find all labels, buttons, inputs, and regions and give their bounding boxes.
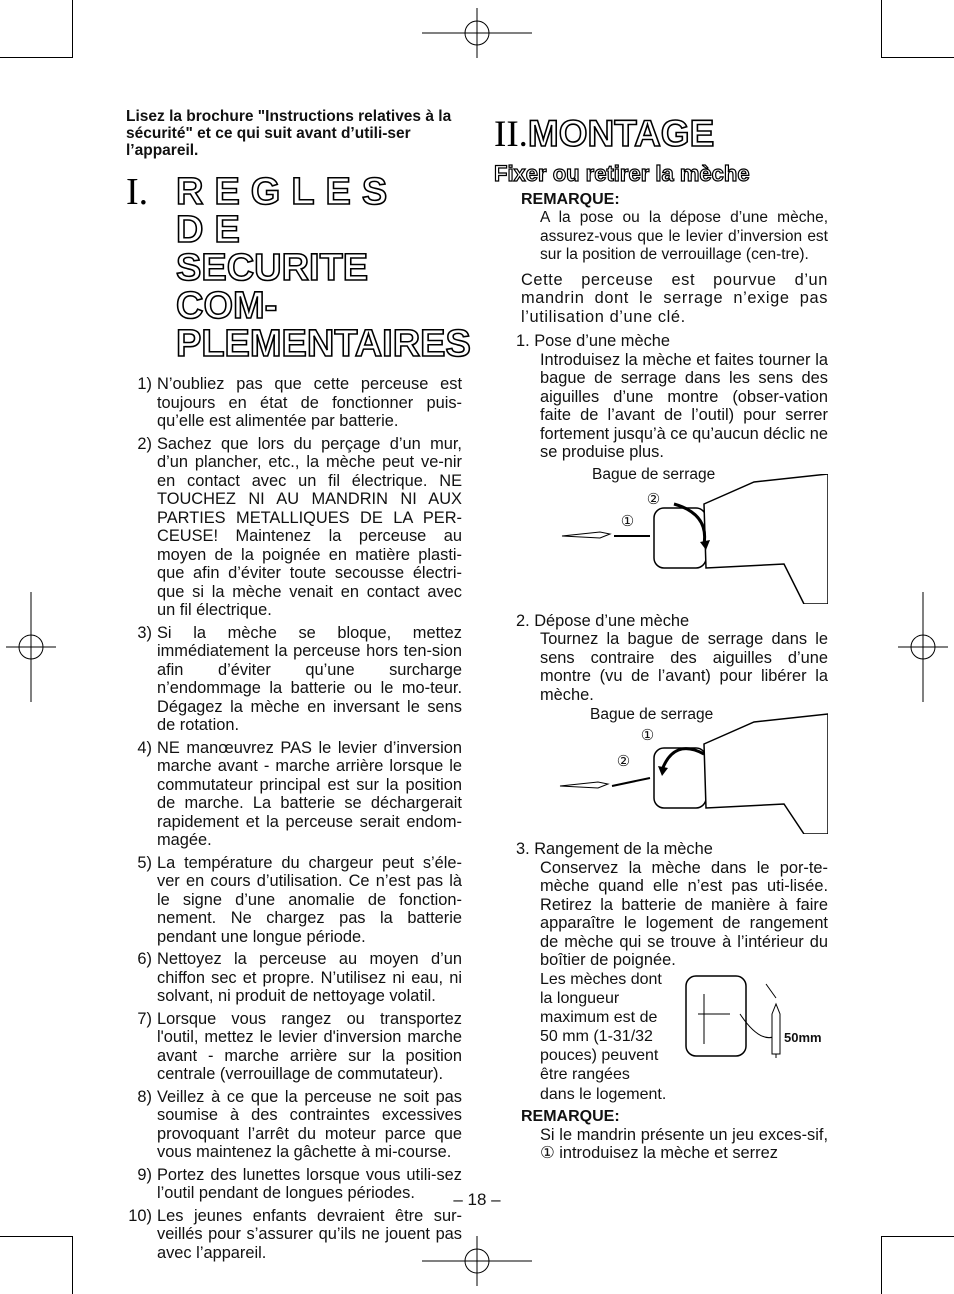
remark2-label: REMARQUE: [521,1107,620,1125]
crop-mark [0,1236,73,1237]
size-label: 50mm [784,1029,822,1045]
left-column [126,108,471,1266]
list-item: 8) Veillez à ce que la perceuse ne soit pas soumise à des contraintes excessives provoquant l’arrêt du moteur parce que vous maintenez la gâchette à mi-course. [137,1087,462,1161]
drill-figure-1 [554,465,828,606]
section2-subtitle: Fixer ou retirer la mèche [494,161,750,186]
storage-block [540,970,828,1106]
page-number: – 18 – [453,1190,501,1209]
section2-heading: II.MONTAGE [494,113,715,155]
safety-list [126,375,462,1262]
list-item: 2) Sachez que lors du perçage d’un mur, d’un plancher, etc., la mèche peut ve-nir en contact avec un fil électrique. NE TOUCHEZ NI AU MANDRIN NI AUX PARTIES METALLIQUES DE LA PER-CEUSE! Maintenez la perceuse au moyen de la poignée en matière plasti-que afin d’éviter toute secousse électri-que si la mèche venait en contact avec un fil électrique. [137,434,462,619]
section1-title-line3: PLEMENTAIRES [176,323,471,365]
list-item: 1) N’oubliez pas que cette perceuse est toujours en état de fonctionner puis-qu’elle est alimentée par batterie. [137,375,462,430]
remark-text: A la pose ou la dépose d’une mèche, assurez-vous que le levier d’inversion est sur la position de verrouillage (cen-tre). [540,209,828,263]
crop-mark [881,0,882,58]
registration-mark-left [6,592,56,702]
step1-title: 1. Pose d’une mèche [516,332,670,350]
section1-title-line1: REGLES DE [176,171,399,251]
figure-label: Bague de serrage [590,706,714,723]
right-column [494,108,828,1163]
chuck-paragraph: Cette perceuse est pourvue d’un mandrin dont le serrage n’exige pas l’utilisation d’une clé. [521,270,828,326]
list-item: 4) NE manœuvrez PAS le levier d’inversion marche avant - marche arrière lorsque le commutateur principal est sur la position de marche. La batterie se déchargerait rapidement et la perceuse serait endom-magée. [137,738,462,849]
step2-body: Tournez la bague de serrage dans le sens contraire des aiguilles d’une montre (vu de l’avant) pour libérer la mèche. [540,630,828,704]
remark2-text: Si le mandrin présente un jeu exces-sif, ① introduisez la mèche et serrez [540,1125,828,1162]
section1-heading [126,171,471,365]
list-item: 7) Lorsque vous rangez ou transportez l'outil, mettez le levier d'inversion marche avant - marche arrière sur la position centrale (verrouillage de commutateur). [137,1009,462,1083]
figure-label: Bague de serrage [592,465,716,483]
crop-mark [881,1236,882,1294]
list-item: 10) Les jeunes enfants devraient être sur-veillés pour s’assurer qu’ils ne jouent pas avec l’appareil. [128,1206,462,1262]
drill-figure-2 [554,706,828,834]
step1-body: Introduisez la mèche et faites tourner la bague de serrage dans les sens des aiguilles d’une montre (obser-vation faite de l’avant de l’outil) pour serrer fortement jusqu’à ce qu’aucun déclic ne se produise plus. [540,350,828,461]
marker-1: ① [620,512,635,530]
step3-body: Conservez la mèche dans le por-te-mèche quand elle n’est pas uti-lisée. Retirez la batterie de manière à faire apparaître le logement de rangement de mèche qui se trouve à l’intérieur du boîtier de poignée. [540,858,828,969]
intro-text: Lisez la brochure "Instructions relatives à la sécurité" et ce qui suit avant d’utili-ser l’appareil. [126,108,452,159]
step2-title: 2. Dépose d’une mèche [516,611,690,630]
crop-mark [72,0,73,58]
marker-1: ① [640,727,655,744]
list-item: 9) Portez des lunettes lorsque vous utili-sez l’outil pendant de longues périodes. [137,1165,462,1202]
marker-2: ② [646,490,661,508]
crop-mark [0,57,73,58]
section1-number: I. [126,171,149,213]
crop-mark [881,1236,954,1237]
crop-mark [72,1236,73,1294]
registration-mark-top [422,8,532,58]
bit-storage-illustration [680,974,830,1064]
remark-label: REMARQUE: [521,191,620,208]
section1-title-line2: SECURITE COM- [176,247,369,327]
list-item: 5) La température du chargeur peut s’éle-ver en cours d’utilisation. Ce n’est pas là le signe d’une anomalie de fonction-nement. Ne chargez pas la batterie pendant une longue période. [137,853,462,946]
list-item: 3) Si la mèche se bloque, mettez immédiatement la perceuse hors ten-sion afin d’éviter qu’une surcharge n’endommage la batterie ou le mo-teur. Dégagez la mèche en inversant le sens de rotation. [137,623,462,734]
list-item: 6) Nettoyez la perceuse au moyen d’un chiffon sec et propre. N’utilisez ni eau, ni solvant, ni produit de nettoyage volatil. [137,950,462,1005]
drill-illustration [554,710,828,834]
crop-mark [881,57,954,58]
step3-end-text: dans le logement. [540,1085,667,1103]
step3-side-text: Les mèches dont la longueur maximum est de 50 mm (1-31/32 pouces) peuvent être rangées [540,970,662,1083]
step3-title: 3. Rangement de la mèche [516,840,713,858]
registration-mark-right [898,592,948,702]
marker-2: ② [616,753,631,770]
drill-illustration [554,474,828,604]
